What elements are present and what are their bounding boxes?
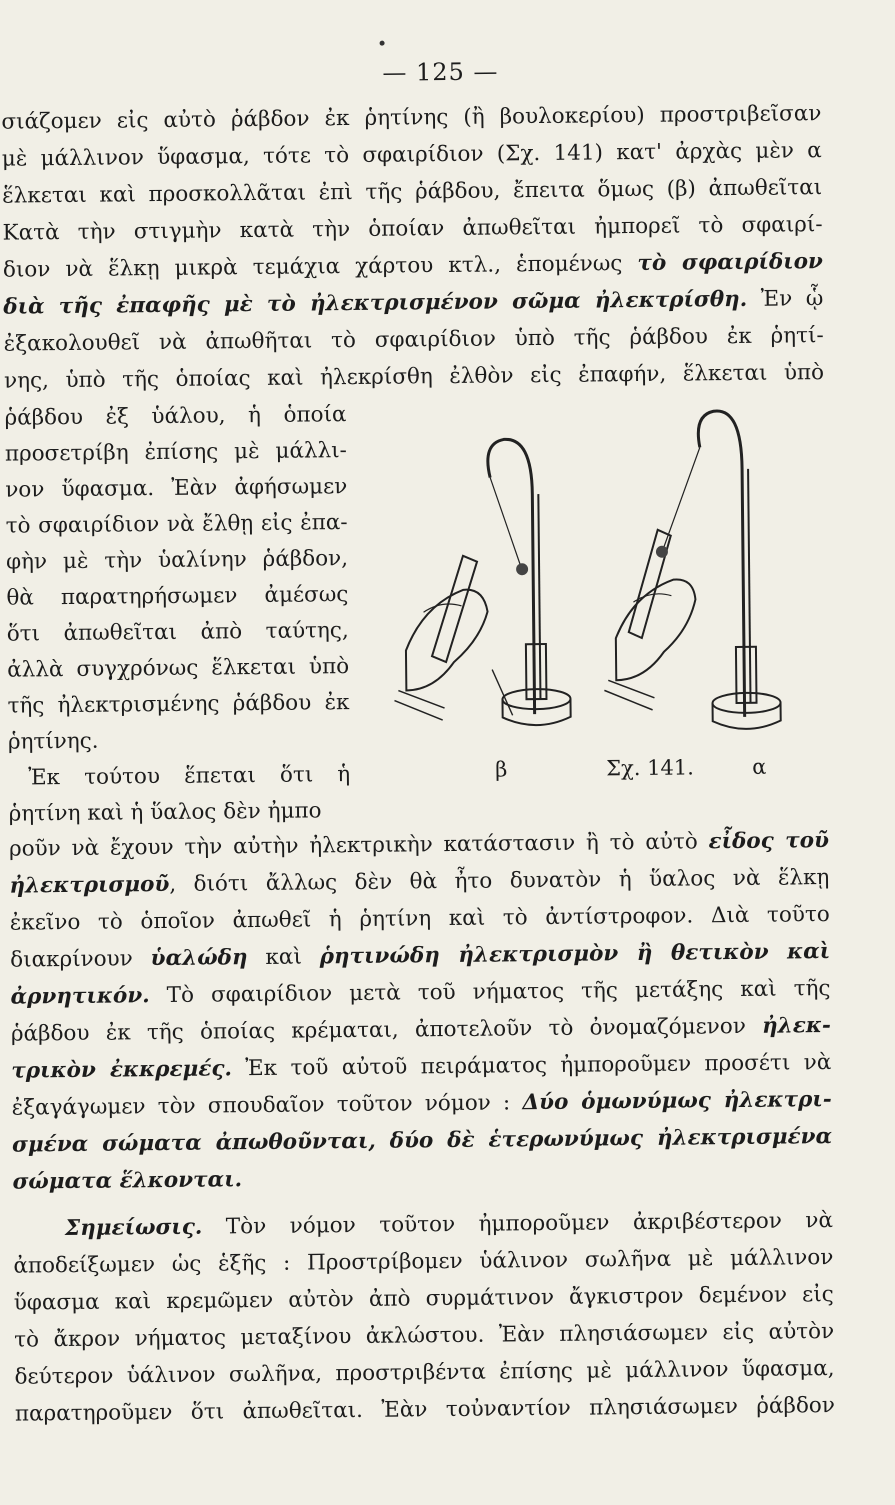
text-line: ῥάβδου ἐξ ὑάλου, ἡ ὁποία xyxy=(4,402,347,431)
ink-dot xyxy=(380,41,385,46)
text-span: Ἐν ᾧ xyxy=(747,286,824,312)
text-line: σιάζομεν εἰς αὐτὸ ῥάβδον ἐκ ῥητίνης (ἢ βουλοκερίου) προστριβεῖσαν xyxy=(1,101,822,135)
text-line xyxy=(3,247,823,286)
text-line xyxy=(10,937,830,976)
text-line: τὸ σφαιρίδιον νὰ ἔλθῃ εἰς ἐπα- xyxy=(5,510,348,539)
figure-label-b: β xyxy=(495,757,508,782)
text-span: καὶ xyxy=(247,944,320,971)
text-line: ἀλλὰ συγχρόνως ἕλκεται ὑπὸ xyxy=(7,654,350,683)
text-line: ῥητίνης. xyxy=(7,728,99,755)
emphasis-text: ὑαλώδη xyxy=(150,945,248,972)
text-line: ἀποδείξωμεν ὡς ἑξῆς : Προστρίβομεν ὑάλινον σωλῆνα μὲ μάλλινον xyxy=(13,1245,834,1279)
text-line: τῆς ἠλεκτρισμένης ῥάβδου ἐκ xyxy=(7,690,350,719)
text-line: Κατὰ τὴν στιγμὴν κατὰ τὴν ὁποίαν ἀπωθεῖται ἠμπορεῖ τὸ σφαιρί- xyxy=(2,212,823,246)
pendulum-ball-right xyxy=(656,546,668,558)
text-line xyxy=(11,1048,831,1087)
text-line xyxy=(9,826,829,865)
law-text-line: σμένα σώματα ἀπωθοῦνται, δύο δὲ ἑτερωνύμως ἠλεκτρισμένα xyxy=(11,1124,833,1158)
text-span: διον νὰ ἕλκῃ μικρὰ τεμάχια χάρτου κτλ., ἑπομένως xyxy=(2,251,638,283)
note-heading: Σημείωσις. xyxy=(64,1214,203,1242)
page-number: — 125 — xyxy=(382,57,499,87)
text-line: ὕφασμα καὶ κρεμῶμεν αὐτὸν ἀπὸ συρμάτινον ἄγκιστρον δεμένον εἰς xyxy=(13,1282,834,1316)
text-line: θὰ παρατηρήσωμεν ἀμέσως xyxy=(6,582,349,611)
text-line xyxy=(9,863,829,902)
law-text-line: σώματα ἕλκονται. xyxy=(12,1167,243,1195)
text-span: , διότι ἄλλως δὲν θὰ ἦτο δυνατὸν ἡ ὕαλος νὰ ἕλκῃ xyxy=(169,865,830,897)
text-line: φὴν μὲ τὴν ὑαλίνην ῥάβδον, xyxy=(5,546,349,575)
text-line: ὅτι ἀπωθεῖται ἀπὸ ταύτης, xyxy=(6,618,349,647)
text-line: δεύτερον ὑάλινον σωλῆνα, προστριβέντα ἐπίσης μὲ μάλλινον ὕφασμα, xyxy=(14,1356,835,1390)
text-line xyxy=(3,284,823,323)
text-span: ροῦν νὰ ἔχουν τὴν αὐτὴν ἠλεκτρικὴν κατάστασιν ἢ τὸ αὐτὸ xyxy=(8,829,709,862)
text-line: νης, ὑπὸ τῆς ὁποίας καὶ ἠλεκρίσθη ἐλθὸν εἰς ἐπαφήν, ἕλκεται ὑπὸ xyxy=(3,360,825,394)
text-span: διακρίνουν xyxy=(10,946,151,973)
text-line: Ἐκ τούτου ἕπεται ὅτι ἡ xyxy=(28,762,351,791)
text-line xyxy=(10,974,830,1013)
text-span: ἐξαγάγωμεν τὸν σπουδαῖον τοῦτον νόμον : xyxy=(11,1090,523,1121)
text-line xyxy=(65,1206,833,1244)
emphasis-text: ἠλεκ- xyxy=(761,1013,832,1039)
text-line: παρατηροῦμεν ὅτι ἀπωθεῖται. Ἐὰν τοὐναντίον πλησιάσωμεν ῥάβδον xyxy=(14,1393,836,1427)
figure-caption: Σχ. 141. xyxy=(606,755,695,781)
text-span: Τὸ σφαιρίδιον μετὰ τοῦ νήματος τῆς μετάξης καὶ τῆς xyxy=(149,976,831,1009)
emphasis-text: ῥητινώδη ἠλεκτρισμὸν ἢ θετικὸν καὶ xyxy=(319,939,831,970)
text-line xyxy=(11,1011,831,1050)
emphasis-text: ἠλεκτρισμοῦ xyxy=(9,871,170,899)
emphasis-text: τρικὸν ἐκκρεμές. xyxy=(11,1056,233,1084)
emphasis-text: ἀρνητικόν. xyxy=(10,983,150,1010)
text-line: μὲ μάλλινον ὕφασμα, τότε τὸ σφαιρίδιον (Σχ. 141) κατ' ἀρχὰς μὲν α xyxy=(1,138,822,172)
emphasis-text: εἶδος τοῦ xyxy=(708,828,830,855)
text-line: ἕλκεται καὶ προσκολλᾶται ἐπὶ τῆς ῥάβδου, ἔπειτα ὅμως (β) ἀπωθεῖται xyxy=(2,175,823,209)
text-line: ἐκεῖνο τὸ ὁποῖον ἀπωθεῖ ἡ ῥητίνη καὶ τὸ ἀντίστροφον. Διὰ τοῦτο xyxy=(9,902,830,936)
text-line xyxy=(12,1085,832,1124)
emphasis-text: τὸ σφαιρίδιον xyxy=(637,249,824,277)
emphasis-text: διὰ τῆς ἐπαφῆς μὲ τὸ ἠλεκτρισμένον σῶμα ἠλεκτρίσθη. xyxy=(3,286,748,320)
text-span: ῥάβδου ἐκ τῆς ὁποίας κρέμαται, ἀποτελοῦν τὸ ὀνομαζόμενον xyxy=(10,1013,763,1047)
text-span: Τὸν νόμον τοῦτον ἠμποροῦμεν ἀκριβέστερον νὰ xyxy=(202,1208,834,1240)
text-line: ἐξακολουθεῖ νὰ ἀπωθῆται τὸ σφαιρίδιον ὑπὸ τῆς ῥάβδου ἐκ ῥητί- xyxy=(3,323,824,357)
text-line: νον ὕφασμα. Ἐὰν ἀφήσωμεν xyxy=(5,474,348,503)
text-line: προσετρίβη ἐπίσης μὲ μάλλι- xyxy=(4,438,347,467)
pendulum-ball-left xyxy=(516,563,528,575)
electric-pendulum-figure xyxy=(381,396,825,761)
text-line: τὸ ἄκρον νήματος μεταξίνου ἀκλώστου. Ἐὰν πλησιάσωμεν εἰς αὐτὸν xyxy=(14,1319,835,1353)
emphasis-text: Δύο ὁμωνύμως ἠλεκτρι- xyxy=(522,1087,832,1116)
figure-label-a: α xyxy=(752,754,767,779)
text-line: ῥητίνη καὶ ἡ ὕαλος δὲν ἠμπο xyxy=(8,798,322,827)
text-span: Ἐκ τοῦ αὐτοῦ πειράματος ἠμποροῦμεν προσέτι νὰ xyxy=(231,1050,832,1082)
